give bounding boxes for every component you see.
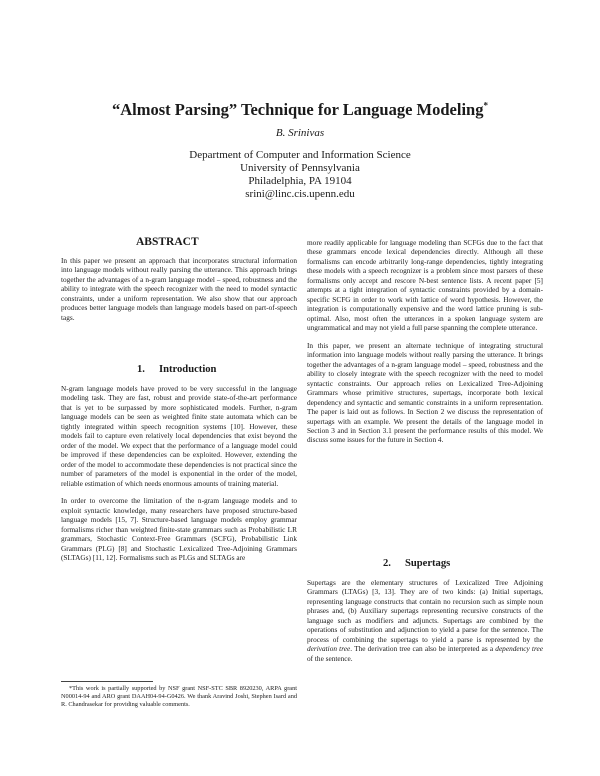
section-1-heading — [137, 364, 216, 375]
section-2-heading — [383, 558, 450, 569]
section-1-title: Introduction — [158, 364, 217, 375]
title-footnote-mark: * — [483, 100, 488, 111]
section-1-number: 1. — [137, 364, 145, 375]
intro-paragraph-2: In order to overcome the limitation of the n-gram language models and to exploit syntactic knowledge, many researchers have proposed structure-based language models [15, 7]. Structure-based language models employ grammar formalisms richer than weighted finite-state grammars such as Probabilistic LR grammars, Stochastic Context-Free Grammars (SCFG), Probabilistic Link Grammars (PLG) [8] and Stochastic Lexicalized Tree-Adjoining Grammars (SLTAGs) [11, 12]. Formalisms such as PLGs and SLTAGs are — [61, 496, 297, 563]
section-2-title: Supertags — [404, 558, 451, 569]
affiliation-email: srini@linc.cis.upenn.edu — [245, 188, 355, 200]
intro-paragraph-4: In this paper, we present an alternate technique of integrating structural information into language models without really parsing the utterance. It brings together the advantages of a n-gram language model – speed, robustness and the ability to closely integrate with the speech recognizer with the need to model syntactic constraints. Our approach relies on Lexicalized Tree-Adjoining Grammars whose primitive structures, supertags, incorporate both lexical dependency and syntactic and semantic constraints in a uniform representation. The paper is laid out as follows. In Section 2 we discuss the representation of supertags with an example. We present the details of the language model in Section 3 and in Section 3.1 present the performance results of this model. We discuss some issues for the future in Section 4. — [307, 340, 543, 445]
right-column-top — [307, 238, 543, 453]
intro-paragraph-1: N-gram language models have proved to be very successful in the language modeling task. They are fast, robust and provide state-of-the-art performance that is yet to be surpassed by more sophisticated models. Further, n-gram language models can be seen as weighted finite state automata which can be tightly integrated within speech recognition systems [10]. However, these models fail to capture even relatively local dependencies that exist beyond the order of the model. We expect that the performance of a language model could be improved if these dependencies can be exploited. However, extending the order of the model to accommodate these dependencies is not practical since the number of parameters of the model is exponential in the order of the model, reliable estimation of which needs enormous amounts of training material. — [61, 384, 297, 488]
supertags-text-c: of the sentence. — [307, 653, 353, 663]
section-2-text — [307, 578, 543, 671]
supertags-text-b: . The derivation tree can also be interpreted as a — [350, 644, 494, 654]
affiliation-block — [0, 149, 600, 201]
footnote-mark: * — [69, 685, 73, 692]
author: B. Srinivas — [275, 127, 325, 139]
intro-paragraph-3: more readily applicable for language modeling than SCFGs due to the fact that these grammars encode lexical dependencies directly. Although all these formalisms can encode arbitrarily long-range dependencies, tightly integrating these models with a speech recognizer is a problem since most parsers of these formalisms only accept and rescore N-best sentence lists. A recent paper [5] attempts at a tight integration of syntactic constraints provided by a domain-specific SCFG in order to work with lattice of word hypothesis. However, the integration is computationally expensive and the word lattice pruning is sub-optimal. Also, most often the utterances in a spoken language system are ungrammatical and may not yield a full parse spanning the complete utterance. — [307, 238, 543, 333]
affiliation-university: University of Pennsylvania — [240, 162, 360, 174]
footnote-rule — [61, 681, 153, 682]
supertags-emphasis-derivation: derivation tree — [307, 644, 351, 654]
abstract-text — [61, 256, 297, 331]
abstract-paragraph: In this paper we present an approach that incorporates structural information into language models without really parsing the utterance. This approach brings together the advantages of a n-gram language model – speed, robustness and the ability to integrate with the speech recognizer with the need to model syntactic constraints, under a uniform representation. We also show that our approach produces better language models than language models based on part-of-speech tags. — [61, 256, 297, 322]
footnote — [61, 685, 297, 709]
affiliation-department: Department of Computer and Information Science — [189, 149, 411, 161]
section-1-left-column — [61, 384, 297, 571]
paper-title — [0, 100, 600, 120]
affiliation-city: Philadelphia, PA 19104 — [248, 175, 352, 187]
paper-title-text: “Almost Parsing” Technique for Language Modeling — [112, 100, 484, 119]
section-2-number: 2. — [383, 558, 391, 569]
abstract-heading: ABSTRACT — [136, 236, 199, 248]
supertags-paragraph — [307, 578, 543, 663]
supertags-text-a: Supertags are the elementary structures of Lexicalized Tree Adjoining Grammars (LTAGs) [3, 13]. They are of two kinds: (a) Initial supertags, representing language constructs that contain no recursion such as simple noun phrases and, (b) Auxiliary supertags representing recursive constructs of the language such as modifiers and adjuncts. Supertags are combined by the operations of substitution and adjunction to yield a parse for the sentence. The process of combining the supertags to yield a parse is represented by the — [307, 578, 543, 644]
footnote-text: This work is partially supported by NSF grant NSF-STC SBR 8920230, ARPA grant N00014-94 and ARO grant DAAH04-94-G0426. We thank Aravind Joshi, Stephen Isard and R. Chandrasekar for providing valuable comments. — [61, 685, 297, 708]
supertags-emphasis-dependency: dependency tree — [495, 644, 543, 654]
